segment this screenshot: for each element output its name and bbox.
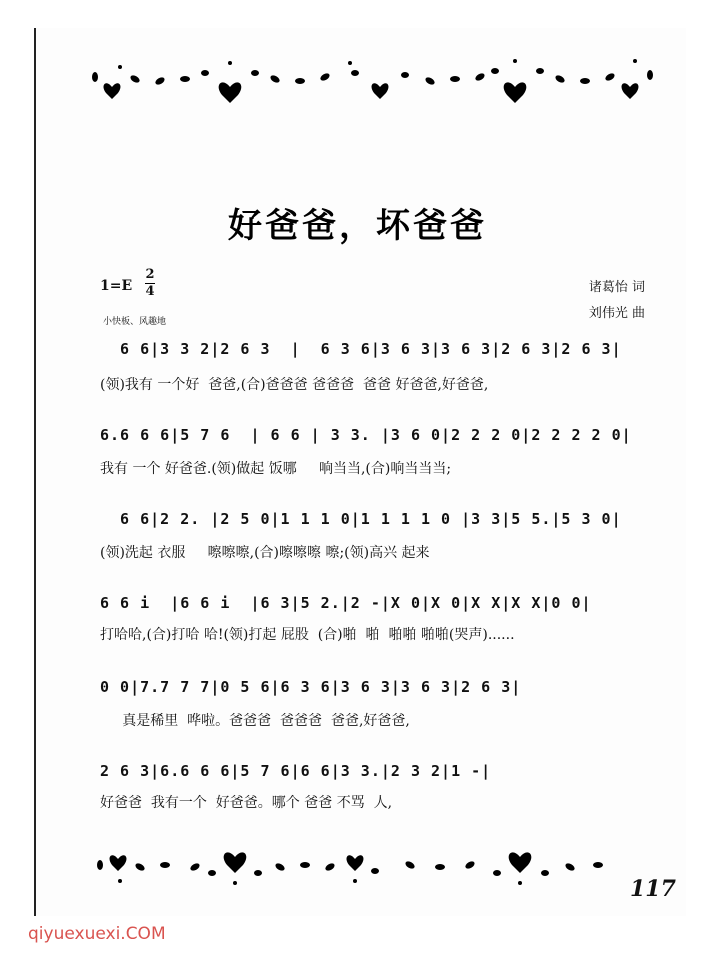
lyrics-line: 真是稀里 哗啦。爸爸爸 爸爸爸 爸爸,好爸爸, bbox=[100, 713, 410, 729]
notation-line: 0 0|7.7 7 7|0 5 6|6 3 6|3 6 3|3 6 3|2 6 3| bbox=[100, 678, 522, 696]
notation-line: 6.6 6 6|5 7 6 | 6 6 | 3 3. |3 6 0|2 2 2 0|2 2 2 2 0| bbox=[100, 426, 632, 444]
lyrics-line: 好爸爸 我有一个 好爸爸。哪个 爸爸 不骂 人, bbox=[100, 795, 393, 811]
meter-top: 2 bbox=[145, 267, 155, 282]
time-signature bbox=[145, 268, 155, 299]
lyrics-line: (领)洗起 衣服 嚓嚓嚓,(合)嚓嚓嚓 嚓;(领)高兴 起来 bbox=[100, 545, 430, 561]
notation-line: 2 6 3|6.6 6 6|5 7 6|6 6|3 3.|2 3 2|1 -| bbox=[100, 762, 492, 780]
heart-icon bbox=[219, 82, 242, 103]
composer-credit: 刘伟光 曲 bbox=[588, 306, 645, 321]
heart-icon bbox=[372, 83, 389, 99]
notation-line: 6 6|2 2. |2 5 0|1 1 1 0|1 1 1 1 0 |3 3|5 5.|5 3 0| bbox=[100, 510, 622, 528]
heart-icon bbox=[504, 82, 527, 103]
heart-icon bbox=[104, 83, 121, 99]
page-number: 117 bbox=[630, 876, 676, 902]
key-signature: 1=E bbox=[100, 278, 133, 294]
heart-icon bbox=[509, 852, 532, 873]
lyrics-line: 我有 一个 好爸爸.(领)做起 饭哪 响当当,(合)响当当当; bbox=[100, 461, 452, 477]
heart-icon bbox=[110, 855, 127, 871]
notation-line: 6 6|3 3 2|2 6 3 | 6 3 6|3 6 3|3 6 3|2 6 3|2 6 3| bbox=[100, 340, 622, 358]
top-ornament-border bbox=[0, 55, 715, 105]
lyrics-line: (领)我有 一个好 爸爸,(合)爸爸爸 爸爸爸 爸爸 好爸爸,好爸爸, bbox=[100, 377, 489, 393]
tempo-marking: 小快板、风趣地 bbox=[103, 317, 167, 327]
meter-bottom: 4 bbox=[145, 284, 155, 299]
lyricist-credit: 诸葛怡 词 bbox=[588, 280, 645, 295]
song-title: 好爸爸，坏爸爸 bbox=[228, 206, 487, 246]
heart-icon bbox=[622, 83, 639, 99]
heart-icon bbox=[347, 855, 364, 871]
bottom-ornament-border bbox=[0, 845, 715, 895]
heart-icon bbox=[224, 852, 247, 873]
lyrics-line: 打哈哈,(合)打哈 哈!(领)打起 屁股 (合)啪 啪 啪啪 啪啪(哭声)...... bbox=[100, 627, 515, 643]
site-watermark: qiyuexuexi.COM bbox=[28, 924, 166, 944]
notation-line: 6 6 i |6 6 i |6 3|5 2.|2 -|X 0|X 0|X X|X X|0 0| bbox=[100, 594, 592, 612]
